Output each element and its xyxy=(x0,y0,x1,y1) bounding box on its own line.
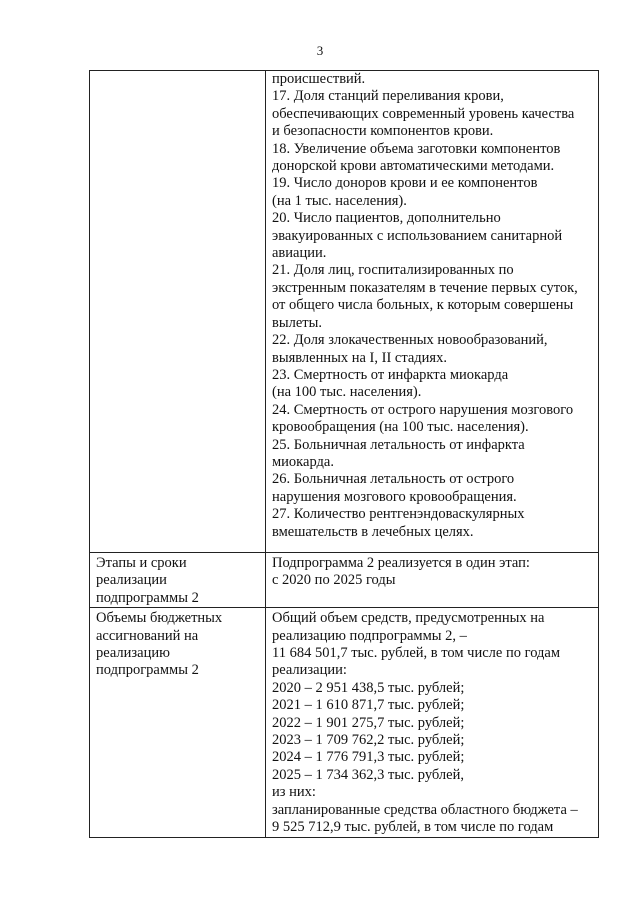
indicator-line: (на 1 тыс. населения). xyxy=(272,192,407,209)
indicator-line: выявленных на I, II стадиях. xyxy=(272,349,447,366)
indicator-line: кровообращения (на 100 тыс. населения). xyxy=(272,419,529,436)
budget-label-line: Объемы бюджетных xyxy=(96,610,223,627)
budget-value-line: 2024 – 1 776 791,3 тыс. рублей; xyxy=(272,749,465,766)
table-row-stages xyxy=(90,553,599,608)
indicator-line: 27. Количество рентгенэндоваскулярных xyxy=(272,506,525,523)
indicator-line: нарушения мозгового кровообращения. xyxy=(272,488,517,505)
budget-label-line: ассигнований на xyxy=(96,627,199,644)
budget-value-line: запланированные средства областного бюджета – xyxy=(272,801,578,818)
indicator-line: (на 100 тыс. населения). xyxy=(272,384,422,401)
budget-value-line: 9 525 712,9 тыс. рублей, в том числе по годам xyxy=(272,819,554,836)
budget-value-line: реализацию подпрограммы 2, – xyxy=(272,627,467,644)
indicator-line: происшествий. xyxy=(272,71,366,87)
indicator-line: эвакуированных с использованием санитарной xyxy=(272,227,563,244)
cell-stages-value xyxy=(266,553,599,608)
indicator-line: 18. Увеличение объема заготовки компонентов xyxy=(272,140,561,157)
cell-indicators-list xyxy=(266,71,599,553)
stages-label-line: Этапы и сроки xyxy=(96,555,187,571)
budget-value-line: 2023 – 1 709 762,2 тыс. рублей; xyxy=(272,732,465,749)
budget-label-line: реализацию xyxy=(96,645,170,662)
budget-value-line: 2021 – 1 610 871,7 тыс. рублей; xyxy=(272,697,465,714)
budget-value-line: реализации: xyxy=(272,662,347,679)
table-row-budget xyxy=(90,608,599,837)
budget-label-line: подпрограммы 2 xyxy=(96,662,199,679)
stages-value-line: с 2020 по 2025 годы xyxy=(272,572,396,589)
indicator-line: 22. Доля злокачественных новообразований, xyxy=(272,332,548,349)
stages-label-line: подпрограммы 2 xyxy=(96,589,199,606)
indicator-line: донорской крови автоматическими методами. xyxy=(272,158,555,175)
budget-value-line: Общий объем средств, предусмотренных на xyxy=(272,610,545,627)
budget-value-line: 2022 – 1 901 275,7 тыс. рублей; xyxy=(272,714,465,731)
cell-stages-label xyxy=(90,553,266,608)
indicator-line: вылеты. xyxy=(272,314,322,331)
indicator-line: 19. Число доноров крови и ее компонентов xyxy=(272,175,538,192)
cell-budget-value xyxy=(266,608,599,837)
indicator-line: 17. Доля станций переливания крови, xyxy=(272,88,504,105)
indicator-line: от общего числа больных, к которым совершены xyxy=(272,297,574,314)
stages-value-line: Подпрограмма 2 реализуется в один этап: xyxy=(272,555,530,571)
indicator-line: миокарда. xyxy=(272,453,334,470)
indicator-line: 25. Больничная летальность от инфаркта xyxy=(272,436,525,453)
stages-label-line: реализации xyxy=(96,572,167,589)
page-number: 3 xyxy=(316,43,324,58)
indicator-line: обеспечивающих современный уровень качества xyxy=(272,105,575,122)
budget-value-line: 11 684 501,7 тыс. рублей, в том числе по годам xyxy=(272,645,561,662)
passport-table xyxy=(89,70,599,838)
table-row-indicators xyxy=(90,71,599,553)
indicator-line: 20. Число пациентов, дополнительно xyxy=(272,210,501,227)
indicator-line: и безопасности компонентов крови. xyxy=(272,123,494,140)
cell-budget-label xyxy=(90,608,266,837)
indicator-line: 26. Больничная летальность от острого xyxy=(272,471,515,488)
budget-value-line: 2020 – 2 951 438,5 тыс. рублей; xyxy=(272,679,465,696)
indicator-line: 21. Доля лиц, госпитализированных по xyxy=(272,262,514,279)
indicator-line: авиации. xyxy=(272,245,327,262)
budget-value-line: из них: xyxy=(272,784,316,801)
indicator-line: 23. Смертность от инфаркта миокарда xyxy=(272,366,509,383)
indicator-line: 24. Смертность от острого нарушения мозгового xyxy=(272,401,574,418)
cell-left-empty xyxy=(90,71,266,553)
indicator-line: экстренным показателям в течение первых суток, xyxy=(272,279,578,296)
indicator-line: вмешательств в лечебных целях. xyxy=(272,523,474,540)
budget-value-line: 2025 – 1 734 362,3 тыс. рублей, xyxy=(272,766,464,783)
